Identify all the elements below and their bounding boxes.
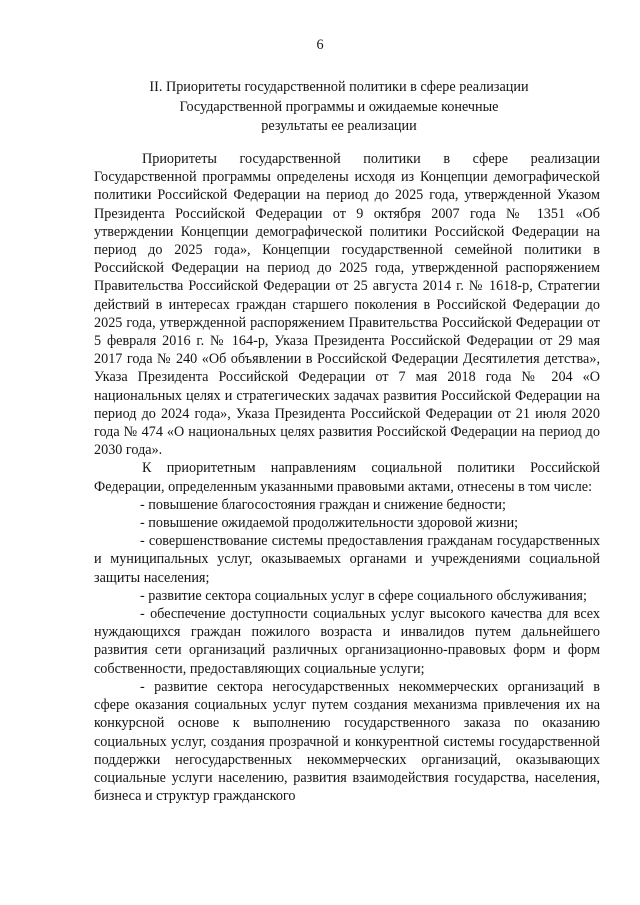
section-heading bbox=[60, 78, 618, 137]
paragraph-priorities: Приоритеты государственной политики в сфере реализации Государственной программы определены исходя из Концепции демографической политики Российской Федерации на период до 2025 года, утвержденной Указом Президента Российской Федерации от 9 октября 2007 года № 1351 «Об утверждении Концепции демографической политики Российской Федерации на период до 2025 года», Концепции государственной семейной политики в Российской Федерации на период до 2025 года, утвержденной распоряжением Правительства Российской Федерации от 25 августа 2014 г. № 1618-р, Стратегии действий в интересах граждан старшего поколения в Российской Федерации до 2025 года, утвержденной распоряжением Правительства Российской Федерации от 5 февраля 2016 г. № 164-р, Указа Президента Российской Федерации от 29 мая 2017 года № 240 «Об объявлении в Российской Федерации Десятилетия детства», Указа Президента Российской Федерации от 7 мая 2018 года № 204 «О национальных целях и стратегических задачах развития Российской Федерации на период до 2024 года», Указа Президента Российской Федерации от 21 июля 2020 года № 474 «О национальных целях развития Российской Федерации на период до 2030 года». bbox=[94, 151, 600, 459]
paragraph-directions: К приоритетным направлениям социальной политики Российской Федерации, определенным указанными правовыми актами, отнесены в том числе: bbox=[94, 460, 600, 495]
list-item: - развитие сектора негосударственных некоммерческих организаций в сфере оказания социальных услуг путем создания механизма привлечения их на конкурсной основе к выполнению государственного заказа по оказанию социальных услуг, создания прозрачной и конкурентной системы государственной поддержки негосударственных некоммерческих организаций, оказывающих социальные услуги населению, развития взаимодействия государства, населения, бизнеса и структур гражданского bbox=[94, 678, 600, 805]
heading-line-2: Государственной программы и ожидаемые конечные bbox=[179, 98, 499, 115]
list-item: - развитие сектора социальных услуг в сфере социального обслуживания; bbox=[140, 587, 587, 604]
page-number: 6 bbox=[316, 37, 324, 53]
list-item: - обеспечение доступности социальных услуг высокого качества для всех нуждающихся граждан пожилого возраста и инвалидов путем дальнейшего развития сети организаций различных организационно-правовых форм и форм собственности, предоставляющих социальные услуги; bbox=[94, 606, 600, 677]
heading-line-1: II. Приоритеты государственной политики в сфере реализации bbox=[149, 79, 529, 95]
list-item: - повышение ожидаемой продолжительности здоровой жизни; bbox=[140, 515, 519, 532]
heading-line-3: результаты ее реализации bbox=[261, 118, 417, 134]
list-item: - повышение благосостояния граждан и снижение бедности; bbox=[140, 496, 506, 513]
list-item: - совершенствование системы предоставления гражданам государственных и муниципальных услуг, оказываемых органами и учреждениями социальной защиты населения; bbox=[94, 533, 600, 586]
document-body bbox=[94, 150, 600, 805]
